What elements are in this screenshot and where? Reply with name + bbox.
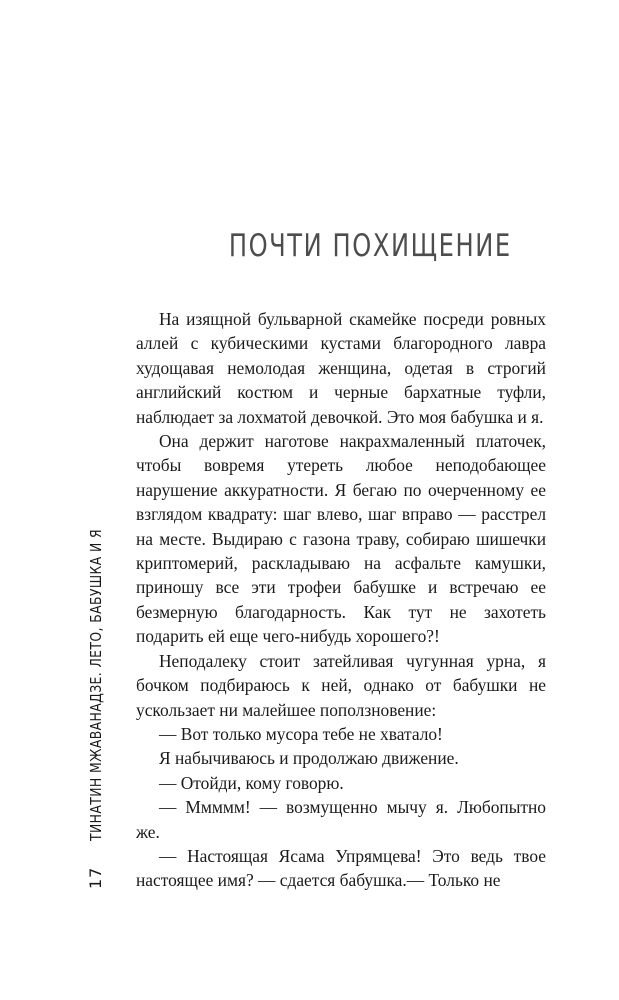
body-text: [136, 307, 546, 893]
running-head: ТИНАТИН МЖАВАНАДЗЕ. ЛЕТО, БАБУШКА И Я: [86, 528, 105, 841]
paragraph: Я набычиваюсь и продолжаю движение.: [159, 748, 459, 769]
page-number: 17: [86, 866, 105, 889]
chapter-title: ПОЧТИ ПОХИЩЕНИЕ: [228, 228, 512, 264]
paragraph: Она держит наготове накрахмаленный платочек, чтобы вовремя утереть любое неподобающее нарушение аккуратности. Я бегаю по очерченному ее взглядом квадрату: шаг влево, шаг вправо — расстрел на месте. Выдираю с газона траву, собираю шишечки криптомерий, раскладываю на асфальте камушки, приношу все эти трофеи бабушке и встречаю ее безмерную благодарность. Как тут не захотеть подарить ей еще чего-нибудь хорошего?!: [136, 431, 546, 647]
dialogue-line: — Настоящая Ясама Упрямцева! Это ведь твое настоящее имя? — сдается бабушка.— Только не: [136, 845, 546, 891]
side-margin: [86, 451, 105, 889]
dialogue-line: — Отойди, кому говорю.: [159, 772, 344, 793]
paragraph: На изящной бульварной скамейке посреди ровных аллей с кубическими кустами благородного лавра худощавая немолодая женщина, одетая в строгий английский костюм и черные бархатные туфли, наблюдает за лохматой девочкой. Это моя бабушка и я.: [136, 309, 546, 427]
paragraph: Неподалеку стоит затейливая чугунная урна, я бочком подбираюсь к ней, однако от бабушки не ускользает ни малейшее поползновение:: [136, 650, 546, 720]
dialogue-line: — Вот только мусора тебе не хватало!: [159, 723, 443, 744]
dialogue-line: — Ммммм! — возмущенно мычу я. Любопытно же.: [136, 797, 546, 842]
